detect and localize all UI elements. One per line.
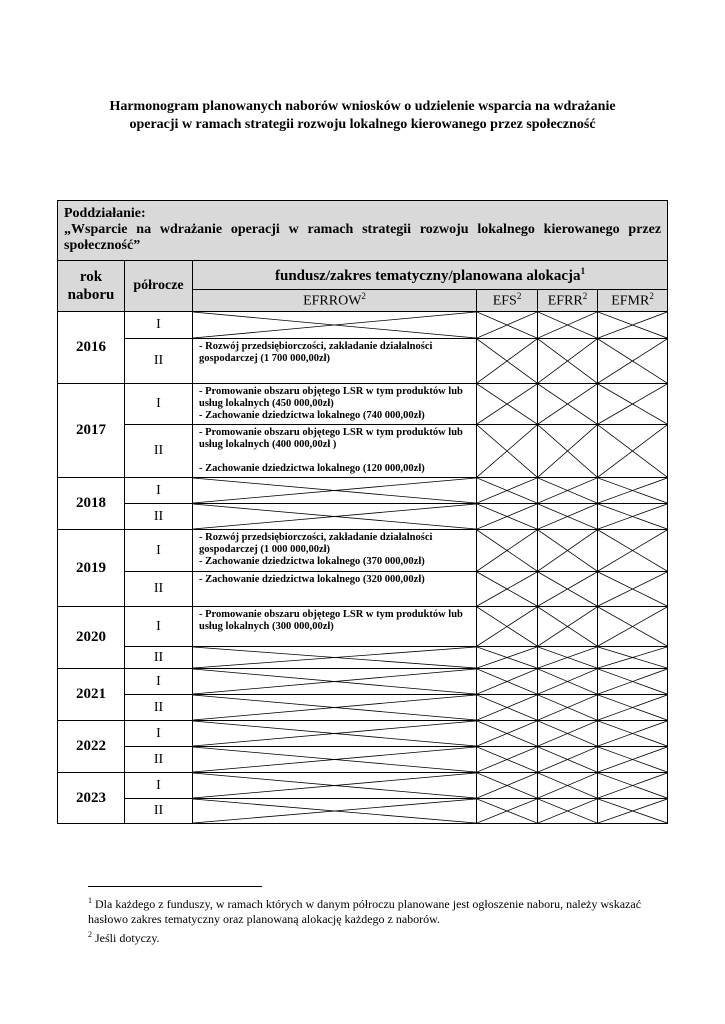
cross-mark: [477, 607, 537, 646]
fund-name: EFS: [492, 293, 517, 309]
cross-mark: [538, 504, 597, 529]
cross-mark: [598, 312, 667, 338]
year-cell: 2017: [58, 384, 125, 478]
empty-fund-cell-efmr: [598, 747, 668, 773]
table-row: [58, 695, 668, 721]
cross-mark: [477, 572, 537, 606]
empty-fund-cell-efs: [477, 607, 538, 647]
cross-mark: [477, 799, 537, 823]
table-row: [58, 478, 668, 504]
cross-mark: [477, 530, 537, 571]
empty-fund-cell-efmr: [598, 312, 668, 339]
cross-mark: [598, 607, 667, 646]
footnote-text: Dla każdego z funduszy, w ramach których w danym półroczu planowane jest ogłoszenie naboru, należy wskazać hasłowo zakres tematyczny oraz planowaną alokację każdego z naborów.: [88, 897, 642, 926]
empty-fund-cell-efmr: [598, 607, 668, 647]
half-cell: I: [125, 530, 193, 572]
table-row: [58, 504, 668, 530]
empty-fund-cell-efmr: [598, 425, 668, 478]
empty-fund-cell-efrr: [538, 799, 598, 824]
cross-mark: [598, 647, 667, 668]
footnotes: [88, 893, 668, 946]
cross-mark: [193, 773, 476, 798]
col-fund-sup: 1: [580, 265, 586, 276]
cross-mark: [193, 721, 476, 746]
cross-mark: [477, 721, 537, 746]
cross-mark: [477, 669, 537, 694]
half-cell: I: [125, 384, 193, 425]
cross-mark: [538, 425, 597, 477]
cross-mark: [538, 572, 597, 606]
half-cell: II: [125, 747, 193, 773]
allocation-text: - Promowanie obszaru objętego LSR w tym produktów lub usług lokalnych (300 000,00zł): [199, 609, 463, 632]
empty-fund-cell-efmr: [598, 647, 668, 669]
allocation-empty-cell: [193, 669, 477, 695]
half-cell: II: [125, 572, 193, 607]
empty-fund-cell-efs: [477, 721, 538, 747]
subaction-label: Poddziałanie:: [64, 205, 146, 221]
cross-mark: [598, 721, 667, 746]
allocation-cell: [193, 339, 477, 384]
empty-fund-cell-efrr: [538, 530, 598, 572]
fund-sup: 2: [582, 291, 588, 302]
allocation-text: - Rozwój przedsiębiorczości, zakładanie działalności gospodarczej (1 000 000,00zł) - Zachowanie dziedzictwa lokalnego (370 000,00zł): [199, 532, 433, 567]
cross-mark: [538, 339, 597, 383]
cross-mark: [538, 773, 597, 798]
cross-mark: [193, 478, 476, 503]
cross-mark: [598, 773, 667, 798]
half-cell: I: [125, 478, 193, 504]
half-cell: I: [125, 773, 193, 799]
cross-mark: [193, 669, 476, 694]
table-row: [58, 799, 668, 824]
cross-mark: [538, 312, 597, 338]
fund-sup: 2: [516, 291, 522, 302]
cross-mark: [477, 695, 537, 720]
allocation-empty-cell: [193, 747, 477, 773]
table-row: [58, 647, 668, 669]
empty-fund-cell-efmr: [598, 572, 668, 607]
cross-mark: [598, 530, 667, 571]
col-fund-header: [193, 261, 668, 290]
cross-mark: [598, 478, 667, 503]
half-cell: II: [125, 504, 193, 530]
year-cell: 2022: [58, 721, 125, 773]
allocation-cell: [193, 530, 477, 572]
cross-mark: [598, 747, 667, 772]
fund-name: EFMR: [611, 293, 650, 309]
footnote-separator: [88, 886, 262, 887]
cross-mark: [598, 669, 667, 694]
footnote-number: 1: [88, 896, 92, 905]
allocation-text: - Rozwój przedsiębiorczości, zakładanie działalności gospodarczej (1 700 000,00zł): [199, 341, 433, 364]
allocation-empty-cell: [193, 721, 477, 747]
half-cell: II: [125, 695, 193, 721]
cross-mark: [598, 695, 667, 720]
allocation-text: - Zachowanie dziedzictwa lokalnego (320 000,00zł): [199, 574, 425, 585]
table-row: [58, 669, 668, 695]
allocation-empty-cell: [193, 647, 477, 669]
fund-name: EFRR: [547, 293, 583, 309]
empty-fund-cell-efs: [477, 695, 538, 721]
allocation-empty-cell: [193, 478, 477, 504]
year-cell: 2016: [58, 312, 125, 384]
empty-fund-cell-efrr: [538, 695, 598, 721]
fund-header-efs: [477, 290, 538, 312]
empty-fund-cell-efmr: [598, 478, 668, 504]
table-row: [58, 572, 668, 607]
empty-fund-cell-efmr: [598, 695, 668, 721]
allocation-empty-cell: [193, 504, 477, 530]
empty-fund-cell-efs: [477, 312, 538, 339]
cross-mark: [538, 647, 597, 668]
cross-mark: [477, 312, 537, 338]
fund-header-efrrow: [193, 290, 477, 312]
fund-sup: 2: [649, 291, 654, 302]
fund-name: EFRROW: [303, 293, 362, 309]
empty-fund-cell-efrr: [538, 747, 598, 773]
cross-mark: [598, 572, 667, 606]
cross-mark: [477, 773, 537, 798]
table-row: [58, 747, 668, 773]
empty-fund-cell-efrr: [538, 478, 598, 504]
allocation-empty-cell: [193, 312, 477, 339]
empty-fund-cell-efrr: [538, 669, 598, 695]
subaction-text: „Wsparcie na wdrażanie operacji w ramach strategii rozwoju lokalnego kierowanego przez społeczność”: [64, 221, 662, 253]
empty-fund-cell-efrr: [538, 339, 598, 384]
cross-mark: [193, 747, 476, 772]
empty-fund-cell-efs: [477, 478, 538, 504]
empty-fund-cell-efmr: [598, 773, 668, 799]
cross-mark: [538, 695, 597, 720]
half-cell: I: [125, 312, 193, 339]
empty-fund-cell-efmr: [598, 339, 668, 384]
half-cell: II: [125, 425, 193, 478]
fund-header-efmr: [598, 290, 668, 312]
empty-fund-cell-efrr: [538, 384, 598, 425]
allocation-empty-cell: [193, 773, 477, 799]
footnote-2: [88, 927, 668, 946]
half-cell: II: [125, 799, 193, 824]
empty-fund-cell-efrr: [538, 647, 598, 669]
cross-mark: [538, 530, 597, 571]
empty-fund-cell-efrr: [538, 773, 598, 799]
cross-mark: [193, 695, 476, 720]
half-cell: I: [125, 669, 193, 695]
allocation-cell: [193, 607, 477, 647]
allocation-empty-cell: [193, 799, 477, 824]
cross-mark: [193, 312, 476, 338]
allocation-text: - Promowanie obszaru objętego LSR w tym produktów lub usług lokalnych (450 000,00zł) - Zachowanie dziedzictwa lokalnego (740 000,00zł): [199, 386, 463, 421]
cross-mark: [598, 384, 667, 424]
empty-fund-cell-efs: [477, 425, 538, 478]
empty-fund-cell-efs: [477, 747, 538, 773]
empty-fund-cell-efrr: [538, 721, 598, 747]
table-row: [58, 530, 668, 572]
cross-mark: [538, 799, 597, 823]
allocation-cell: [193, 384, 477, 425]
col-fund-label: fundusz/zakres tematyczny/planowana alokacja: [274, 267, 581, 284]
cross-mark: [477, 647, 537, 668]
col-year-header: rok naboru: [58, 261, 125, 312]
empty-fund-cell-efrr: [538, 504, 598, 530]
table-row: [58, 312, 668, 339]
year-cell: 2020: [58, 607, 125, 669]
page-title: [60, 98, 665, 134]
cross-mark: [598, 425, 667, 477]
cross-mark: [193, 799, 476, 823]
fund-sup: 2: [361, 291, 366, 302]
empty-fund-cell-efs: [477, 339, 538, 384]
empty-fund-cell-efmr: [598, 669, 668, 695]
cross-mark: [477, 504, 537, 529]
half-cell: II: [125, 339, 193, 384]
empty-fund-cell-efmr: [598, 504, 668, 530]
table-row: [58, 339, 668, 384]
table-row: [58, 384, 668, 425]
empty-fund-cell-efrr: [538, 425, 598, 478]
half-cell: I: [125, 721, 193, 747]
cross-mark: [477, 339, 537, 383]
empty-fund-cell-efmr: [598, 721, 668, 747]
empty-fund-cell-efs: [477, 572, 538, 607]
year-cell: 2019: [58, 530, 125, 607]
allocation-text: - Promowanie obszaru objętego LSR w tym produktów lub usług lokalnych (400 000,00zł ) - Zachowanie dziedzictwa lokalnego (120 000,00zł): [199, 427, 463, 474]
cross-mark: [598, 799, 667, 823]
fund-header-efrr: [538, 290, 598, 312]
cross-mark: [477, 747, 537, 772]
title-line-2: operacji w ramach strategii rozwoju lokalnego kierowanego przez społeczność: [129, 117, 596, 132]
cross-mark: [538, 478, 597, 503]
empty-fund-cell-efs: [477, 669, 538, 695]
cross-mark: [477, 384, 537, 424]
empty-fund-cell-efs: [477, 504, 538, 530]
cross-mark: [538, 721, 597, 746]
empty-fund-cell-efs: [477, 384, 538, 425]
table-row: [58, 721, 668, 747]
col-half-header: półrocze: [125, 261, 193, 312]
year-cell: 2018: [58, 478, 125, 530]
table-row: [58, 425, 668, 478]
table-row: [58, 607, 668, 647]
empty-fund-cell-efs: [477, 773, 538, 799]
allocation-cell: [193, 425, 477, 478]
half-cell: I: [125, 607, 193, 647]
half-cell: II: [125, 647, 193, 669]
allocation-empty-cell: [193, 695, 477, 721]
cross-mark: [477, 478, 537, 503]
empty-fund-cell-efrr: [538, 572, 598, 607]
cross-mark: [598, 339, 667, 383]
cross-mark: [193, 647, 476, 668]
empty-fund-cell-efrr: [538, 312, 598, 339]
empty-fund-cell-efmr: [598, 384, 668, 425]
cross-mark: [193, 504, 476, 529]
footnote-text: Jeśli dotyczy.: [95, 931, 160, 945]
cross-mark: [538, 669, 597, 694]
cross-mark: [477, 425, 537, 477]
empty-fund-cell-efmr: [598, 530, 668, 572]
cross-mark: [598, 504, 667, 529]
table-row: [58, 773, 668, 799]
schedule-table: [57, 200, 668, 824]
empty-fund-cell-efmr: [598, 799, 668, 824]
empty-fund-cell-efrr: [538, 607, 598, 647]
year-cell: 2023: [58, 773, 125, 824]
cross-mark: [538, 607, 597, 646]
empty-fund-cell-efs: [477, 647, 538, 669]
cross-mark: [538, 747, 597, 772]
footnote-1: [88, 893, 668, 927]
title-line-1: Harmonogram planowanych naborów wniosków o udzielenie wsparcia na wdrażanie: [109, 99, 616, 114]
empty-fund-cell-efs: [477, 530, 538, 572]
allocation-cell: [193, 572, 477, 607]
subaction-header: [58, 201, 668, 261]
empty-fund-cell-efs: [477, 799, 538, 824]
year-cell: 2021: [58, 669, 125, 721]
footnote-number: 2: [88, 930, 92, 939]
cross-mark: [538, 384, 597, 424]
